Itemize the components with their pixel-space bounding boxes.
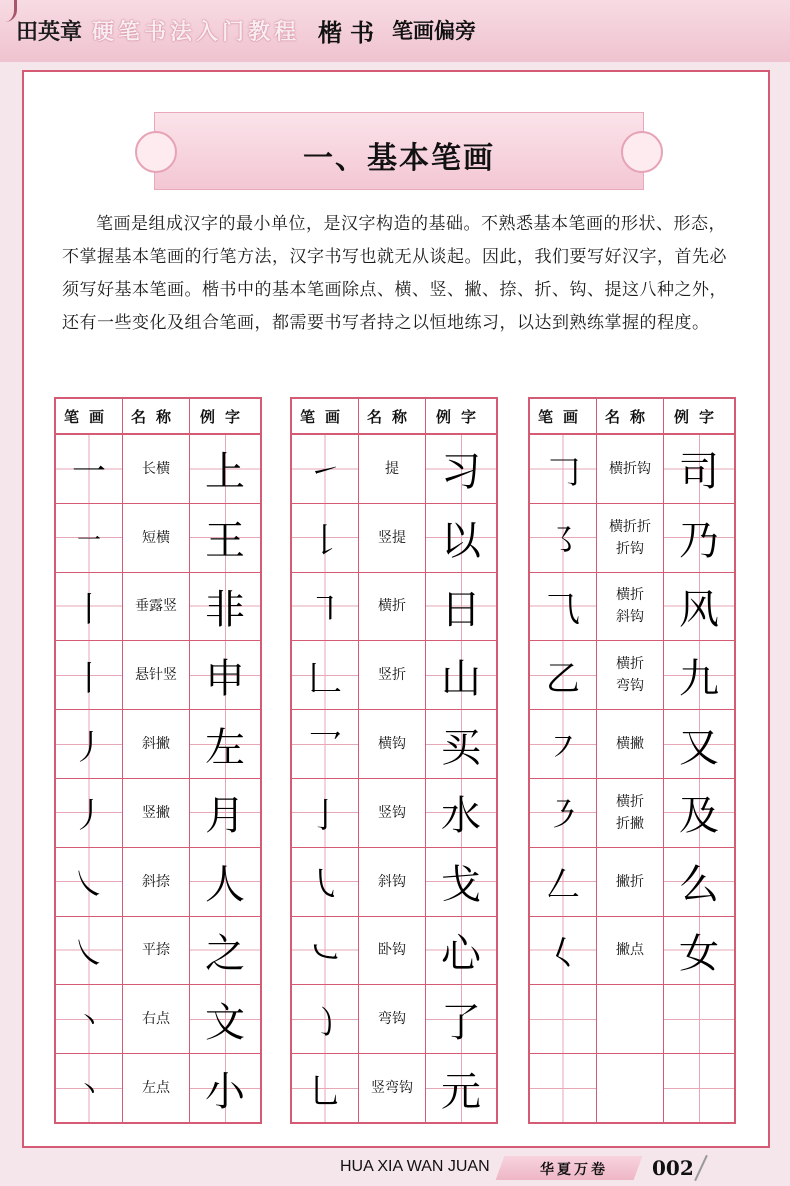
stroke-name: 短横 <box>123 503 190 572</box>
section-title: 一、基本笔画 <box>303 141 495 176</box>
stroke-glyph: ㇂ <box>292 847 359 916</box>
example-char: 司 <box>664 434 735 503</box>
example-char: 戈 <box>426 847 497 916</box>
example-char: 左 <box>190 710 261 779</box>
stroke-name <box>597 985 664 1054</box>
footer-slash <box>694 1155 708 1181</box>
stroke-name: 横折 <box>359 572 426 641</box>
stroke-glyph: ㇇ <box>530 710 597 779</box>
stroke-name: 竖折 <box>359 641 426 710</box>
stroke-name: 横折斜钩 <box>597 572 664 641</box>
stroke-name: 斜撇 <box>123 710 190 779</box>
table-row <box>292 641 496 710</box>
example-char: 风 <box>664 572 735 641</box>
stroke-name: 平捺 <box>123 916 190 985</box>
stroke-glyph <box>530 985 597 1054</box>
table-row <box>530 1054 734 1122</box>
header-style: 楷书 <box>318 17 383 47</box>
example-char: 小 <box>190 1054 261 1122</box>
table-row <box>56 572 260 641</box>
stroke-table <box>530 399 734 1122</box>
stroke-glyph: 丶 <box>56 1054 123 1122</box>
stroke-glyph: ㇁ <box>292 985 359 1054</box>
table-row <box>530 434 734 503</box>
stroke-glyph: 一 <box>56 503 123 572</box>
header-example: 例字 <box>190 399 261 434</box>
stroke-glyph: 𡿨 <box>530 916 597 985</box>
stroke-name: 横折折折钩 <box>597 503 664 572</box>
example-char: 乃 <box>664 503 735 572</box>
stroke-glyph: 乛 <box>292 710 359 779</box>
example-char <box>664 1054 735 1122</box>
stroke-name: 横撇 <box>597 710 664 779</box>
example-char <box>664 985 735 1054</box>
example-char: 非 <box>190 572 261 641</box>
header-author: 田英章 <box>16 18 83 45</box>
table-row <box>56 641 260 710</box>
stroke-name: 竖提 <box>359 503 426 572</box>
example-char: 元 <box>426 1054 497 1122</box>
stroke-glyph: ㇀ <box>292 434 359 503</box>
example-char: 人 <box>190 847 261 916</box>
stroke-name: 撇折 <box>597 847 664 916</box>
example-char: 王 <box>190 503 261 572</box>
example-char: 又 <box>664 710 735 779</box>
stroke-table-1 <box>54 397 262 1124</box>
stroke-name: 横折弯钩 <box>597 641 664 710</box>
stroke-name: 垂露竖 <box>123 572 190 641</box>
table-row <box>530 572 734 641</box>
stroke-name: 长横 <box>123 434 190 503</box>
example-char: 月 <box>190 778 261 847</box>
stroke-table-2 <box>290 397 498 1124</box>
stroke-name: 悬针竖 <box>123 641 190 710</box>
table-row <box>292 710 496 779</box>
table-row <box>292 434 496 503</box>
table-row <box>56 916 260 985</box>
stroke-name: 横折钩 <box>597 434 664 503</box>
header-name: 名称 <box>359 399 426 434</box>
stroke-glyph: ⺄ <box>530 572 597 641</box>
page-footer <box>0 1148 790 1186</box>
table-row <box>292 503 496 572</box>
table-row <box>292 847 496 916</box>
stroke-name: 提 <box>359 434 426 503</box>
header-stroke: 笔画 <box>292 399 359 434</box>
table-row <box>56 503 260 572</box>
stroke-glyph: ㇏ <box>56 916 123 985</box>
stroke-glyph: ㇋ <box>530 778 597 847</box>
stroke-name: 竖钩 <box>359 778 426 847</box>
stroke-glyph: 𠄌 <box>292 503 359 572</box>
example-char: 上 <box>190 434 261 503</box>
stroke-glyph: 丿 <box>56 778 123 847</box>
table-row <box>530 641 734 710</box>
stroke-name: 斜捺 <box>123 847 190 916</box>
stroke-table-3 <box>528 397 736 1124</box>
table-row <box>530 778 734 847</box>
stroke-name: 竖弯钩 <box>359 1054 426 1122</box>
example-char: 习 <box>426 434 497 503</box>
stroke-glyph: 丿 <box>56 710 123 779</box>
table-row <box>530 916 734 985</box>
stroke-glyph: ㇏ <box>56 847 123 916</box>
stroke-glyph: 丨 <box>56 572 123 641</box>
stroke-glyph: 𠃌 <box>530 434 597 503</box>
stroke-name: 横钩 <box>359 710 426 779</box>
stroke-table <box>56 399 260 1122</box>
table-row <box>530 847 734 916</box>
table-row <box>56 985 260 1054</box>
stroke-glyph: 一 <box>56 434 123 503</box>
stroke-name: 左点 <box>123 1054 190 1122</box>
table-row <box>292 916 496 985</box>
page-header <box>0 0 790 62</box>
stroke-glyph: 乚 <box>292 1054 359 1122</box>
example-char: 文 <box>190 985 261 1054</box>
stroke-name: 卧钩 <box>359 916 426 985</box>
table-row <box>292 1054 496 1122</box>
stroke-glyph: ㇌ <box>530 503 597 572</box>
stroke-glyph: 𠃊 <box>292 641 359 710</box>
table-row <box>56 434 260 503</box>
header-example: 例字 <box>426 399 497 434</box>
header-stroke: 笔画 <box>56 399 123 434</box>
example-char: 水 <box>426 778 497 847</box>
table-row <box>292 572 496 641</box>
table-row <box>56 778 260 847</box>
header-series: 硬笔书法入门教程 <box>92 18 301 45</box>
stroke-glyph: ㇃ <box>292 916 359 985</box>
stroke-glyph: 丨 <box>56 641 123 710</box>
stroke-glyph: 丶 <box>56 985 123 1054</box>
example-char: 之 <box>190 916 261 985</box>
header-name: 名称 <box>597 399 664 434</box>
header-bar <box>16 10 776 50</box>
example-char: 日 <box>426 572 497 641</box>
stroke-glyph <box>530 1054 597 1122</box>
stroke-table <box>292 399 496 1122</box>
page-number: 002 <box>652 1156 694 1180</box>
example-char: 了 <box>426 985 497 1054</box>
stroke-name <box>597 1054 664 1122</box>
stroke-glyph: 乙 <box>530 641 597 710</box>
stroke-name: 横折折撇 <box>597 778 664 847</box>
table-row <box>292 778 496 847</box>
stroke-name: 弯钩 <box>359 985 426 1054</box>
example-char: 女 <box>664 916 735 985</box>
binding-mark <box>0 0 17 22</box>
header-section: 笔画偏旁 <box>392 18 477 43</box>
header-name: 名称 <box>123 399 190 434</box>
example-char: 买 <box>426 710 497 779</box>
table-row <box>56 847 260 916</box>
title-banner <box>154 112 644 190</box>
example-char: 么 <box>664 847 735 916</box>
example-char: 心 <box>426 916 497 985</box>
table-row <box>56 1054 260 1122</box>
table-row <box>530 503 734 572</box>
table-row <box>530 985 734 1054</box>
table-row <box>56 710 260 779</box>
example-char: 及 <box>664 778 735 847</box>
stroke-name: 斜钩 <box>359 847 426 916</box>
stroke-glyph: ㇕ <box>292 572 359 641</box>
page-content <box>22 70 770 1148</box>
example-char: 山 <box>426 641 497 710</box>
example-char: 以 <box>426 503 497 572</box>
stroke-name: 竖撇 <box>123 778 190 847</box>
example-char: 申 <box>190 641 261 710</box>
footer-pinyin: HUA XIA WAN JUAN <box>340 1158 490 1175</box>
intro-paragraph: 笔画是组成汉字的最小单位，是汉字构造的基础。不熟悉基本笔画的形状、形态，不掌握基本笔画的行笔方法，汉字书写也就无从谈起。因此，我们要写好汉字，首先必须写好基本笔画。楷书中的基本笔画除点、横、竖、撇、捺、折、钩、提这八种之外，还有一些变化及组合笔画，都需要书写者持之以恒地练习，以达到熟练掌握的程度。 <box>62 214 727 333</box>
table-row <box>530 710 734 779</box>
footer-tag: 华夏万卷 <box>540 1162 608 1178</box>
stroke-glyph: 亅 <box>292 778 359 847</box>
header-example: 例字 <box>664 399 735 434</box>
stroke-name: 撇点 <box>597 916 664 985</box>
stroke-glyph: 𠃋 <box>530 847 597 916</box>
header-stroke: 笔画 <box>530 399 597 434</box>
example-char: 九 <box>664 641 735 710</box>
stroke-name: 右点 <box>123 985 190 1054</box>
table-row <box>292 985 496 1054</box>
